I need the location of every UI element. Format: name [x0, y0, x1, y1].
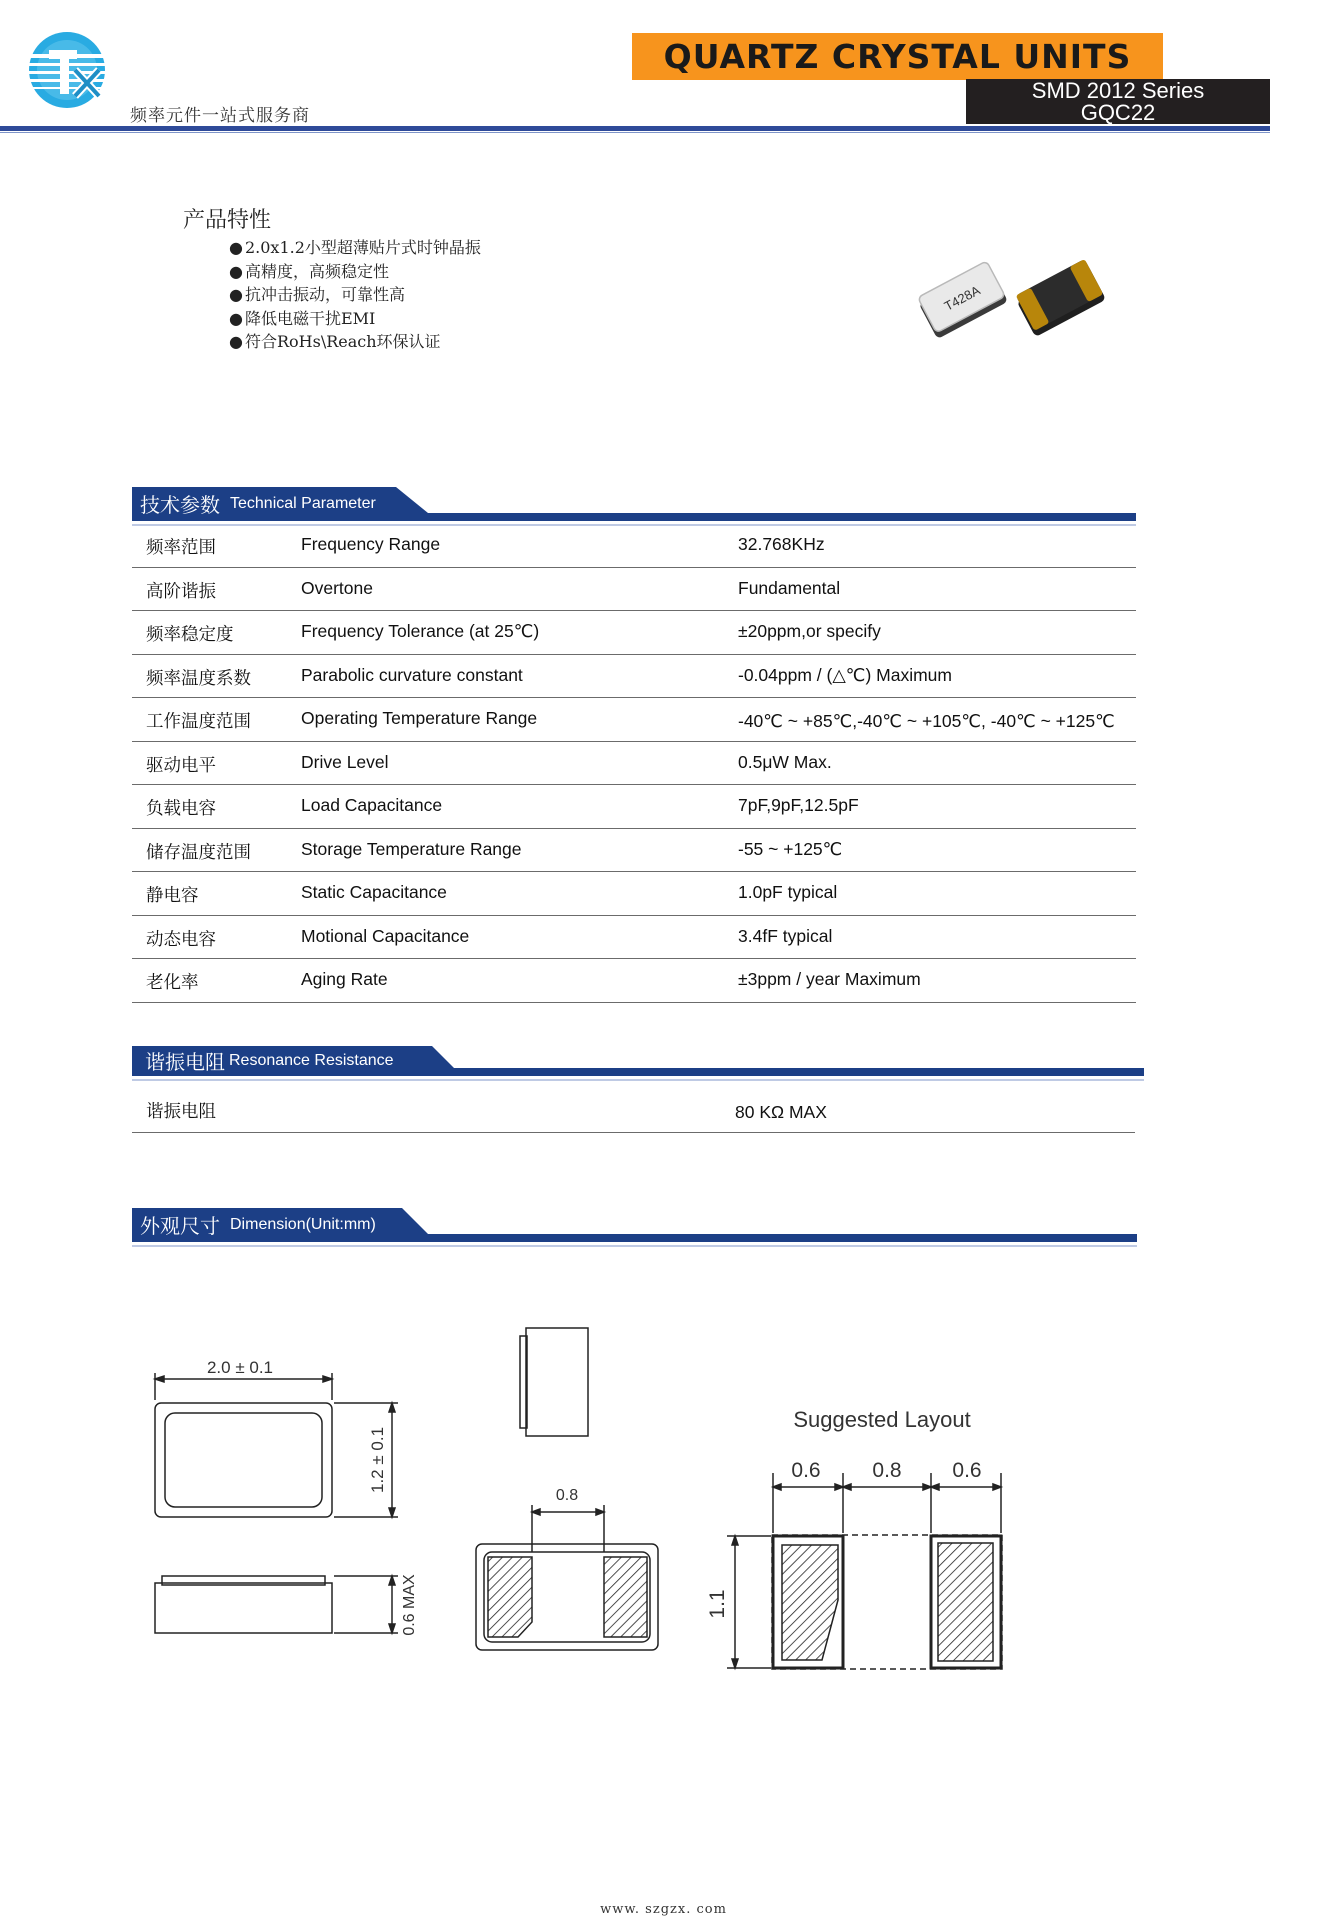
param-name-en: Operating Temperature Range — [301, 708, 538, 728]
height-label: 1.2 ± 0.1 — [368, 1426, 387, 1494]
param-name-en: Parabolic curvature constant — [301, 664, 523, 685]
dimension-banner-label — [132, 1208, 376, 1241]
param-name-en: Storage Temperature Range — [301, 838, 522, 859]
param-name-en: Static Capacitance — [301, 882, 447, 902]
layout-pads — [773, 1536, 1001, 1668]
photo-marking: T428A — [941, 282, 983, 314]
technical-banner — [132, 487, 1136, 527]
feature-item: ● 2.0x1.2小型超薄贴片式时钟晶振 — [229, 236, 481, 260]
param-name-cn: 频率范围 — [146, 538, 216, 558]
resonance-name-cn: 谐振电阻 — [146, 1102, 216, 1122]
resonance-title-cn: 谐振电阻 — [145, 1050, 225, 1074]
side-view-outline — [155, 1576, 332, 1633]
param-name-cn: 高阶谐振 — [146, 581, 216, 602]
table-row — [132, 1088, 1135, 1133]
dimension-drawing — [0, 1300, 1327, 1700]
thickness-dimension — [334, 1576, 398, 1633]
pad-gap-label: 0.8 — [555, 1487, 579, 1504]
company-logo — [27, 30, 113, 110]
feature-item: ● 符合RoHs\Reach环保认证 — [229, 330, 481, 354]
header-divider-thin — [0, 132, 1270, 133]
param-name-en: Overtone — [301, 577, 373, 598]
param-name-en: Motional Capacitance — [301, 925, 470, 946]
param-value: ±20ppm,or specify — [738, 621, 881, 641]
param-value: -0.04ppm / (△℃) Maximum — [738, 664, 952, 685]
table-row — [132, 698, 1136, 742]
param-name-cn: 频率稳定度 — [146, 625, 234, 645]
header-divider — [0, 126, 1270, 131]
feature-item: ● 高精度，高频稳定性 — [229, 260, 481, 284]
width-dimension — [155, 1373, 332, 1400]
table-row — [132, 959, 1136, 1003]
thickness-label: 0.6 MAX — [401, 1574, 418, 1636]
param-value: 0.5μW Max. — [738, 751, 832, 772]
param-value: 3.4fF typical — [738, 925, 833, 946]
table-row — [132, 524, 1136, 568]
technical-title-cn: 技术参数 — [140, 493, 220, 517]
top-view-outline — [155, 1403, 332, 1517]
product-title: QUARTZ CRYSTAL UNITS — [663, 37, 1132, 76]
dimension-banner — [132, 1208, 1137, 1248]
param-value: 32.768KHz — [738, 534, 825, 554]
param-name-en: Frequency Tolerance (at 25℃) — [301, 621, 540, 641]
company-tagline: 频率元件一站式服务商 — [130, 106, 310, 126]
param-name-cn: 驱动电平 — [146, 755, 216, 776]
technical-table — [132, 524, 1136, 1003]
param-name-en: Frequency Range — [301, 534, 441, 554]
layout-height-label: 1.1 — [706, 1589, 729, 1619]
layout-title: Suggested Layout — [793, 1407, 971, 1432]
features-title: 产品特性 — [183, 208, 272, 233]
width-label: 2.0 ± 0.1 — [206, 1358, 274, 1377]
dimension-title-en: Dimension(Unit:mm) — [230, 1215, 376, 1233]
param-name-cn: 负载电容 — [146, 799, 216, 819]
dimension-title-cn: 外观尺寸 — [140, 1214, 220, 1238]
table-row — [132, 785, 1136, 829]
param-name-cn: 老化率 — [146, 973, 199, 993]
param-name-en: Load Capacitance — [301, 795, 443, 815]
height-dimension — [334, 1403, 398, 1517]
resonance-title-en: Resonance Resistance — [229, 1051, 394, 1069]
layout-gap-label: 0.8 — [872, 1459, 902, 1482]
table-row — [132, 829, 1136, 873]
table-row — [132, 872, 1136, 916]
series-box — [966, 79, 1270, 124]
footer-url: www. szgzx. com — [600, 1902, 727, 1917]
param-name-cn: 工作温度范围 — [146, 712, 251, 732]
layout-width-dimension — [773, 1473, 1001, 1533]
param-name-cn: 静电容 — [146, 886, 199, 906]
table-row — [132, 568, 1136, 612]
table-row — [132, 916, 1136, 960]
param-name-cn: 频率温度系数 — [146, 668, 251, 689]
layout-pad-right-label: 0.6 — [952, 1459, 982, 1482]
param-value: -40℃ ~ +85℃,-40℃ ~ +105℃, -40℃ ~ +125℃ — [738, 711, 1115, 731]
table-row — [132, 742, 1136, 786]
param-value: Fundamental — [738, 577, 841, 598]
model-name: GQC22 — [1080, 99, 1156, 125]
resonance-banner — [132, 1046, 1144, 1086]
pad-gap-dimension — [532, 1505, 604, 1552]
features-list — [229, 236, 481, 354]
param-name-cn: 动态电容 — [146, 929, 216, 950]
product-title-banner — [632, 33, 1163, 80]
param-name-en: Aging Rate — [301, 969, 388, 989]
resonance-table — [132, 1088, 1135, 1133]
feature-item: ● 降低电磁干扰EMI — [229, 307, 481, 331]
param-value: 7pF,9pF,12.5pF — [738, 795, 859, 815]
param-value: -55 ~ +125℃ — [738, 838, 843, 859]
param-name-en: Drive Level — [301, 751, 389, 772]
param-value: ±3ppm / year Maximum — [738, 969, 921, 989]
series-name: SMD 2012 Series — [1031, 77, 1205, 103]
end-view-outline — [520, 1328, 588, 1436]
technical-title-en: Technical Parameter — [230, 494, 376, 512]
param-name-cn: 储存温度范围 — [146, 842, 251, 863]
table-row — [132, 655, 1136, 699]
feature-item: ● 抗冲击振动，可靠性高 — [229, 283, 481, 307]
technical-banner-label — [132, 487, 376, 520]
product-photo — [910, 255, 1110, 350]
table-row — [132, 611, 1136, 655]
bottom-view-pads — [488, 1557, 647, 1637]
param-value: 1.0pF typical — [738, 882, 838, 902]
layout-pad-left-label: 0.6 — [791, 1459, 821, 1482]
resonance-value: 80 KΩ MAX — [735, 1102, 827, 1122]
layout-height-dimension — [727, 1536, 771, 1668]
resonance-banner-label — [132, 1046, 394, 1075]
